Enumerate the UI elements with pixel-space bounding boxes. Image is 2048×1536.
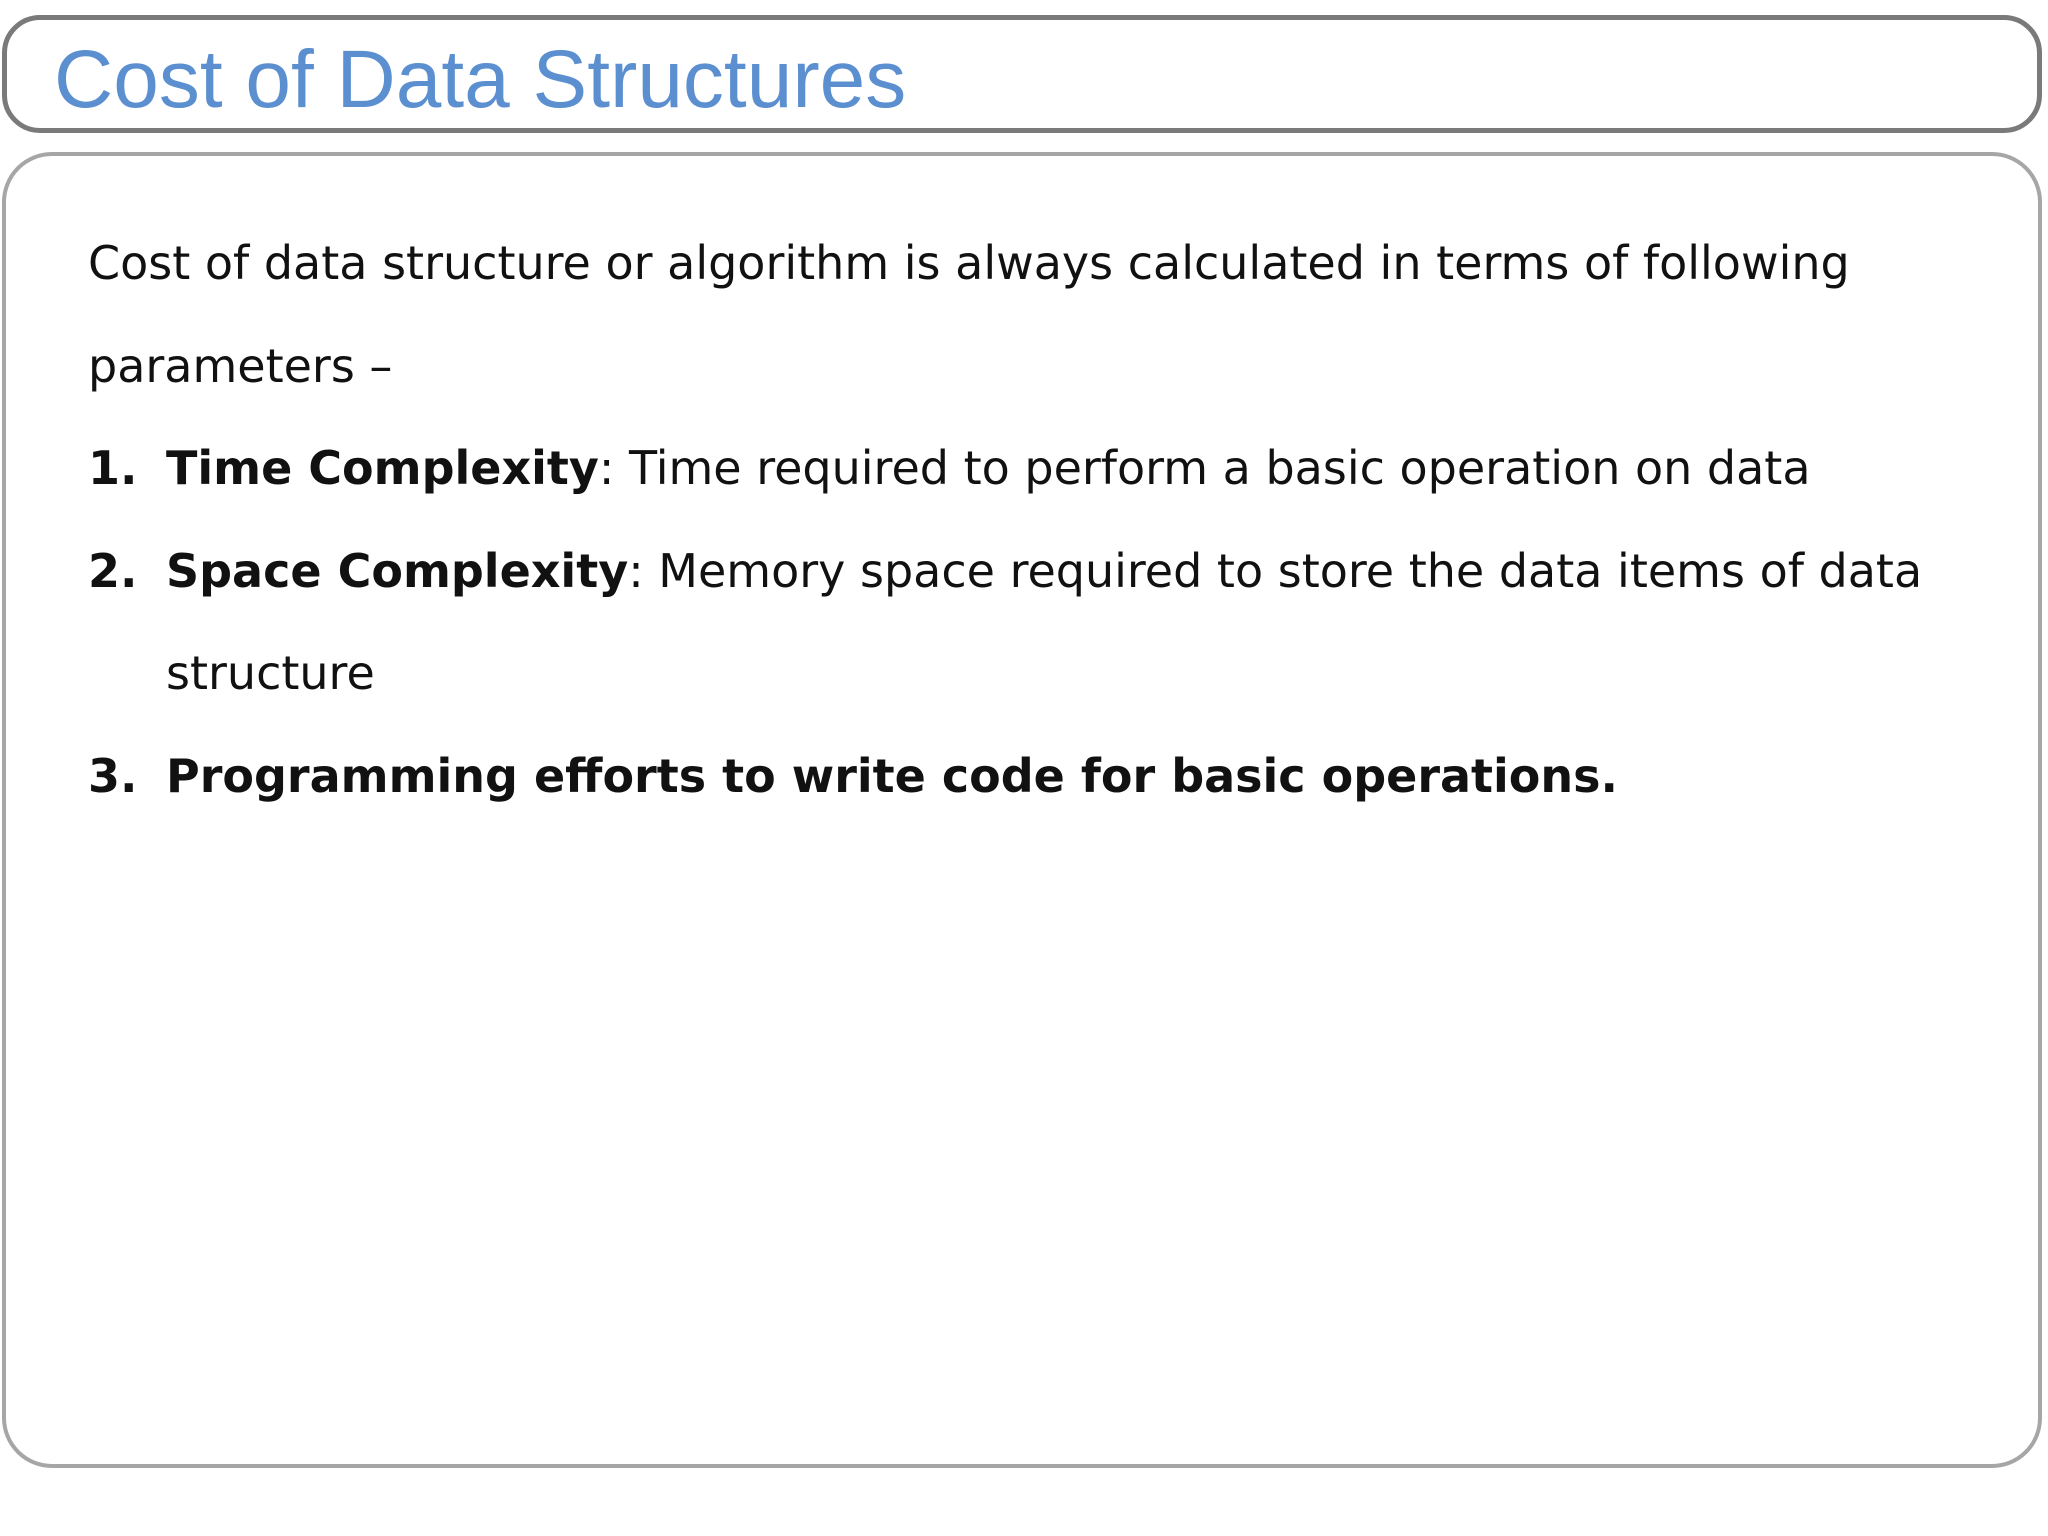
list-item-space-complexity bbox=[88, 520, 1986, 725]
intro-paragraph: Cost of data structure or algorithm is always calculated in terms of following parameters – bbox=[88, 236, 1850, 393]
list-item-number: 1. bbox=[88, 441, 138, 495]
list-item-description: : Time required to perform a basic operation on data bbox=[598, 441, 1811, 495]
slide-title: Cost of Data Structures bbox=[54, 34, 907, 125]
list-item-number: 2. bbox=[88, 543, 138, 598]
list-item-term: Time Complexity bbox=[166, 441, 599, 495]
list-item-number: 3. bbox=[88, 748, 138, 803]
slide-body bbox=[88, 212, 1988, 827]
list-item-text: Programming efforts to write code for basic operations. bbox=[166, 748, 1619, 803]
list-item-time-complexity bbox=[88, 417, 1986, 520]
list-item-description: : Memory space required to store the data items of data structure bbox=[166, 543, 1923, 700]
cost-parameter-list bbox=[88, 417, 1988, 827]
list-item-term: Space Complexity bbox=[166, 543, 629, 598]
list-item-programming-efforts bbox=[88, 725, 1986, 828]
